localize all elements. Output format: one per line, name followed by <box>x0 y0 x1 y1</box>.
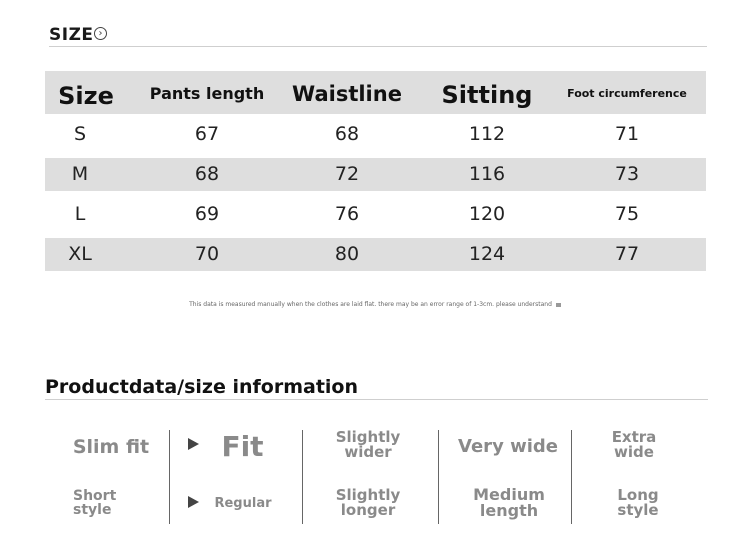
length-option-medium-length: Medium length <box>473 485 545 520</box>
table-cell-foot-circumference: 71 <box>614 123 640 145</box>
table-cell-foot-circumference: 77 <box>614 243 640 265</box>
header-waistline: Waistline <box>292 81 402 106</box>
selected-arrow-icon <box>188 496 199 508</box>
table-row <box>45 194 706 234</box>
grid-divider <box>438 430 439 524</box>
fit-option-extra-wide: Extra wide <box>611 428 657 461</box>
measurement-note <box>120 301 630 308</box>
table-row <box>45 154 706 194</box>
note-icon <box>556 303 561 307</box>
table-row <box>45 234 706 274</box>
table-cell-size: L <box>74 203 86 225</box>
table-cell-pants-length: 67 <box>194 123 220 145</box>
grid-divider <box>169 430 170 524</box>
table-cell-pants-length: 70 <box>194 243 220 265</box>
table-cell-foot-circumference: 75 <box>614 203 640 225</box>
size-section-header <box>49 24 707 47</box>
length-option-slightly-longer: Slightly longer <box>335 486 401 519</box>
header-pants-length: Pants length <box>149 84 265 103</box>
table-cell-sitting: 112 <box>468 123 506 145</box>
table-cell-pants-length: 69 <box>194 203 220 225</box>
header-foot-circumference: Foot circumference <box>567 87 687 100</box>
size-table <box>45 71 706 274</box>
table-cell-pants-length: 68 <box>194 163 220 185</box>
grid-divider <box>302 430 303 524</box>
table-cell-size: M <box>71 163 89 185</box>
chevron-right-circle-icon: › <box>94 27 107 40</box>
table-cell-sitting: 124 <box>468 243 506 265</box>
table-cell-waistline: 72 <box>334 163 360 185</box>
table-cell-waistline: 76 <box>334 203 360 225</box>
table-cell-size: XL <box>68 243 92 265</box>
selected-arrow-icon <box>188 438 199 450</box>
table-cell-foot-circumference: 73 <box>614 163 640 185</box>
table-cell-size: S <box>73 123 87 145</box>
product-section-title: Productdata/size information <box>45 376 358 398</box>
fit-option-fit: Fit <box>221 430 264 463</box>
table-cell-waistline: 80 <box>334 243 360 265</box>
table-row <box>45 114 706 154</box>
header-size: Size <box>58 81 114 110</box>
grid-divider <box>571 430 572 524</box>
table-cell-sitting: 120 <box>468 203 506 225</box>
length-option-regular: Regular <box>214 495 272 511</box>
product-section-header <box>45 375 708 400</box>
length-option-long-style: Long style <box>617 486 659 519</box>
fit-option-slightly-wider: Slightly wider <box>335 428 401 461</box>
length-option-short-style: Short style <box>73 488 117 518</box>
fit-option-very-wide: Very wide <box>458 436 558 457</box>
size-table-header <box>45 71 706 114</box>
table-cell-waistline: 68 <box>334 123 360 145</box>
fit-length-grid <box>45 428 708 528</box>
fit-option-slim-fit: Slim fit <box>72 435 150 458</box>
table-cell-sitting: 116 <box>468 163 506 185</box>
header-sitting: Sitting <box>441 80 533 109</box>
size-title: SIZE <box>49 25 94 45</box>
measurement-note-text: This data is measured manually when the clothes are laid flat. there may be an error range of 1-3cm. please understand <box>189 301 552 308</box>
